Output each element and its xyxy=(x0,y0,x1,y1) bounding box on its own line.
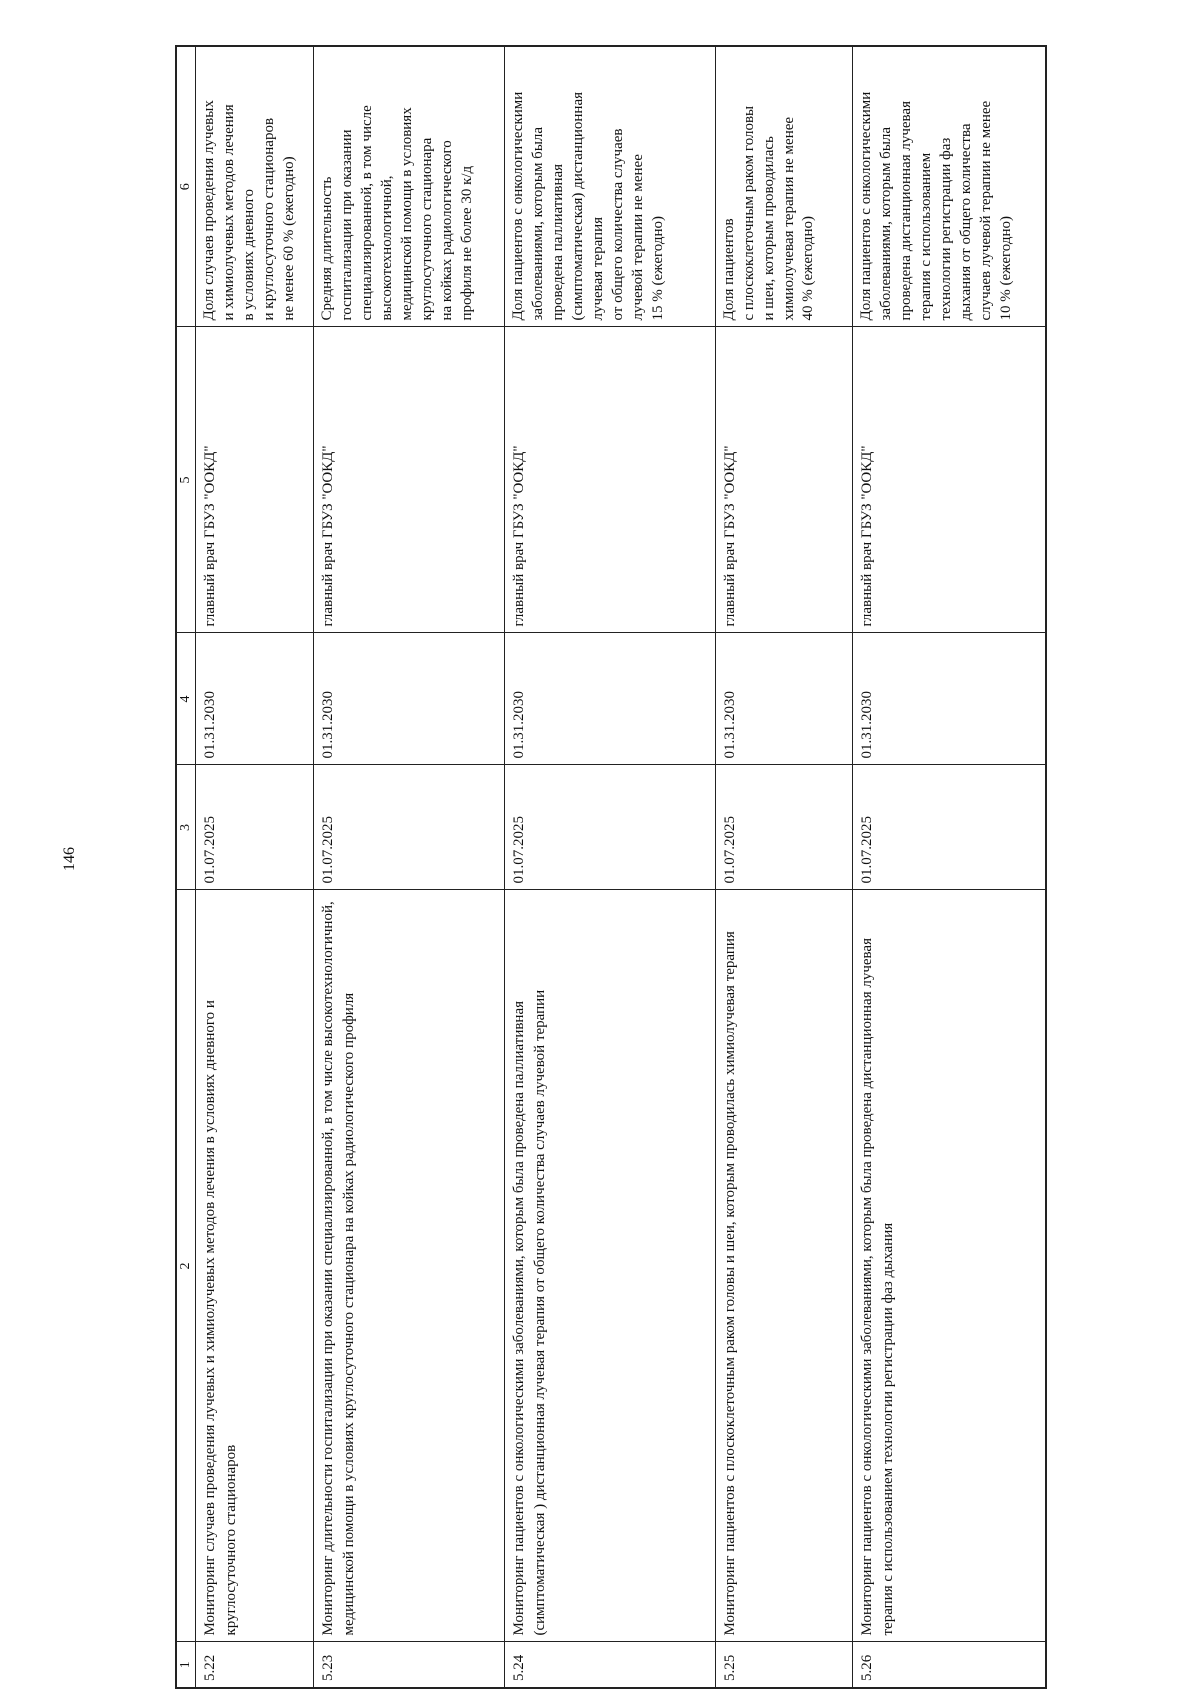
row-number: 5.24 xyxy=(505,1642,715,1688)
start-date-cell: 01.07.2025 xyxy=(853,765,1046,890)
end-date-cell: 01.31.2030 xyxy=(314,633,505,765)
column-number-row xyxy=(176,46,196,1688)
start-date-cell: 01.07.2025 xyxy=(715,765,852,890)
start-date-cell: 01.07.2025 xyxy=(196,765,314,890)
responsible-cell: главный врач ГБУЗ "ООКД" xyxy=(314,327,505,633)
result-cell: Доля пациентов с плоскоклеточным раком головы и шеи, которым проводилась химиолучевая терапия не менее 40 % (ежегодно) xyxy=(715,46,852,327)
column-number: 2 xyxy=(176,890,196,1642)
result-cell: Средняя длительность госпитализации при оказании специализированной, в том числе высокотехнологичной, медицинской помощи в условиях круглосуточного стационара на койках радиологического профиля не более 30 к/д xyxy=(314,46,505,327)
column-number: 3 xyxy=(176,765,196,890)
measure-cell: Мониторинг пациентов с плоскоклеточным раком головы и шеи, которым проводилась химиолучевая терапия xyxy=(715,890,852,1642)
end-date-cell: 01.31.2030 xyxy=(505,633,715,765)
start-date-cell: 01.07.2025 xyxy=(505,765,715,890)
measure-cell: Мониторинг пациентов с онкологическими заболеваниями, которым была проведена паллиативная (симптоматическая ) дистанционная лучевая терапия от общего количества случаев лучевой терапии xyxy=(505,890,715,1642)
table-row xyxy=(505,46,715,1688)
plan-table xyxy=(175,45,1047,1689)
table-row xyxy=(853,46,1046,1688)
table-row xyxy=(314,46,505,1688)
measure-cell: Мониторинг случаев проведения лучевых и химиолучевых методов лечения в условиях дневного и круглосуточного стационаров xyxy=(196,890,314,1642)
result-cell: Доля случаев проведения лучевых и химиолучевых методов лечения в условиях дневного и круглосуточного стационаров не менее 60 % (ежегодно) xyxy=(196,46,314,327)
row-number: 5.23 xyxy=(314,1642,505,1688)
row-number: 5.22 xyxy=(196,1642,314,1688)
end-date-cell: 01.31.2030 xyxy=(196,633,314,765)
start-date-cell: 01.07.2025 xyxy=(314,765,505,890)
end-date-cell: 01.31.2030 xyxy=(715,633,852,765)
measure-cell: Мониторинг длительности госпитализации при оказании специализированной, в том числе высокотехнологичной, медицинской помощи в условиях круглосуточного стационара на койках радиологического профиля xyxy=(314,890,505,1642)
result-cell: Доля пациентов с онкологическими заболеваниями, которым была проведена дистанционная лучевая терапия с использованием технологии регистрации фаз дыхания от общего количества случаев лучевой терапии не менее 10 % (ежегодно) xyxy=(853,46,1046,327)
row-number: 5.26 xyxy=(853,1642,1046,1688)
responsible-cell: главный врач ГБУЗ "ООКД" xyxy=(196,327,314,633)
row-number: 5.25 xyxy=(715,1642,852,1688)
result-cell: Доля пациентов с онкологическими заболеваниями, которым была проведена паллиативная (симптоматическая) дистанционная лучевая терапия от общего количества случаев лучевой терапии не менее 15 % (ежегодно) xyxy=(505,46,715,327)
column-number: 4 xyxy=(176,633,196,765)
column-number: 5 xyxy=(176,327,196,633)
column-number: 6 xyxy=(176,46,196,327)
table-row xyxy=(715,46,852,1688)
responsible-cell: главный врач ГБУЗ "ООКД" xyxy=(715,327,852,633)
column-number: 1 xyxy=(176,1642,196,1688)
measure-cell: Мониторинг пациентов с онкологическими заболеваниями, которым была проведена дистанционная лучевая терапия с использованием технологии регистрации фаз дыхания xyxy=(853,890,1046,1642)
end-date-cell: 01.31.2030 xyxy=(853,633,1046,765)
responsible-cell: главный врач ГБУЗ "ООКД" xyxy=(505,327,715,633)
rotated-table-sheet xyxy=(175,47,1047,1689)
table-row xyxy=(196,46,314,1688)
responsible-cell: главный врач ГБУЗ "ООКД" xyxy=(853,327,1046,633)
page-number: 146 xyxy=(61,847,78,871)
